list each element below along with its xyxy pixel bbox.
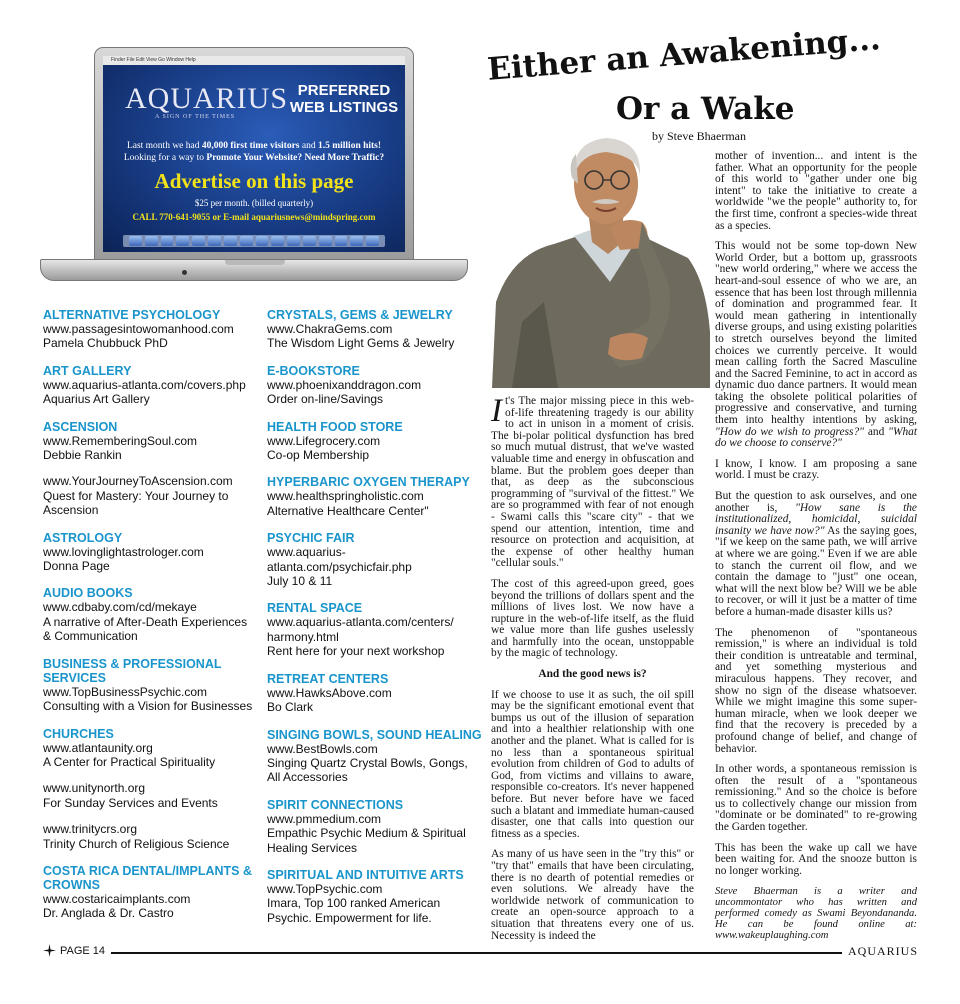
article-column-middle <box>491 393 694 951</box>
directory-entry <box>43 364 253 407</box>
directory-link[interactable]: www.aquarius-atlanta.com/covers.php <box>43 377 246 392</box>
directory-entry <box>267 672 482 715</box>
directory-link[interactable]: www.healthspringholistic.com <box>267 489 424 504</box>
directory-entry <box>43 420 253 518</box>
directory-category: HEALTH FOOD STORE <box>267 419 403 434</box>
directory-entry <box>267 531 482 588</box>
ad-heading <box>289 82 399 116</box>
laptop-lid <box>94 47 414 260</box>
directory-description: July 10 & 11 <box>267 574 333 589</box>
directory-entry <box>267 364 482 407</box>
headline-line2: Or a Wake <box>616 91 795 127</box>
directory-category: RETREAT CENTERS <box>267 671 389 686</box>
headline-line1: Either an Awakening... <box>486 21 882 88</box>
directory-description: Rent here for your next workshop <box>267 644 445 659</box>
directory-description: Pamela Chubbuck PhD <box>43 336 168 351</box>
directory-entry <box>267 308 482 351</box>
directory-category: AUDIO BOOKS <box>43 586 133 601</box>
directory-category: ART GALLERY <box>43 363 132 378</box>
directory-description: Donna Page <box>43 559 110 574</box>
directory-link[interactable]: www.TopBusinessPsychic.com <box>43 684 208 699</box>
directory-description: Imara, Top 100 ranked American Psychic. Empowerment for life. <box>267 896 441 925</box>
directory-right-column <box>267 308 482 938</box>
byline: by Steve Bhaerman <box>652 129 746 143</box>
directory-entry <box>267 475 482 518</box>
directory-link[interactable]: www.TopPsychic.com <box>267 881 383 896</box>
article-paragraph: It's The major missing piece in this web-of-life threatening tragedy is our ability to act in unison in a moment of crisis. The bi-polar political dysfunction has bred so much mutual distrust, that we've wasted valuable time and energy in obfuscation and blame. But the problem goes deeper than that, as deep as the subconscious programming of "survival of the fittest." We are so programmed with fear of not enough - Swami calls this "scare city" - that we spend our attention, intention, time and resource on protection and acquisition, at the expense of other healthy human "cellular souls." <box>491 393 694 570</box>
directory-link[interactable]: www.lovinglightastrologer.com <box>43 544 204 559</box>
directory-entry <box>43 727 253 851</box>
directory-category: ASCENSION <box>43 419 118 434</box>
directory-link[interactable]: www.phoenixanddragon.com <box>267 377 422 392</box>
directory-description: Order on-line/Savings <box>267 392 384 407</box>
directory-description: Debbie Rankin <box>43 448 122 463</box>
directory-description: Bo Clark <box>267 700 314 715</box>
directory-left-column <box>43 308 253 934</box>
directory-category: COSTA RICA DENTAL/IMPLANTS & CROWNS <box>43 863 253 892</box>
directory-entry <box>43 308 253 351</box>
directory-description: A Center for Practical Spirituality <box>43 754 216 769</box>
author-photo <box>492 132 710 388</box>
directory-link[interactable]: www.ChakraGems.com <box>267 322 393 336</box>
directory-category: BUSINESS & PROFESSIONAL SERVICES <box>43 656 222 685</box>
menu-bar: Finder File Edit View Go Window Help <box>103 56 405 65</box>
directory-link[interactable]: www.RememberingSoul.com <box>43 433 198 448</box>
article-paragraph: But the question to ask ourselves, and one another is, "How sane is the institutionalized, homicidal, suicidal insanity we have now?" As the saying goes, "if we keep on the same path, we will arrive at where we are going." Even if we are able to stanch the current oil flow, and we contain the damage to "just" one ocean, what will the next blow be? Will we be able to recover, or will it just be a matter of time before a human-made disaster kills us? <box>715 490 917 618</box>
directory-description: Dr. Anglada & Dr. Castro <box>43 906 174 921</box>
directory-entry <box>267 798 482 855</box>
directory-category: ALTERNATIVE PSYCHOLOGY <box>43 308 221 322</box>
article-paragraph: If we choose to use it as such, the oil spill may be the significant emotional event that bumps us out of the illusion of separation and into a healthier relationship with one another and the planet. What is called for is no less than a spontaneous spiritual evolution from children of God to adults of God, from victims and villains to aware, responsible co-creators. It's never happened before. But never before have we faced such a blatant and immediate human-caused disaster, one that calls into question our fitness as a species. <box>491 688 694 840</box>
directory-category: ASTROLOGY <box>43 530 123 545</box>
directory-entry <box>267 868 482 925</box>
directory-entry <box>43 586 253 643</box>
ad-heading-line2: WEB LISTINGS <box>289 99 399 116</box>
ad-contact: CALL 770-641-9055 or E-mail aquariusnews@mindspring.com <box>132 212 376 222</box>
directory-link[interactable]: www.atlantaunity.org <box>43 740 153 755</box>
article-paragraph: In other words, a spontaneous remission is often the result of a "spontaneous remissioning." And so the choice is before us to collectively change our mission from "dominate or be dominated" to re-growing the Garden together. <box>715 763 917 834</box>
page-number <box>43 944 111 957</box>
directory-description: Consulting with a Vision for Businesses <box>43 699 253 714</box>
aquarius-logo: AQUARIUS <box>125 82 289 115</box>
directory-category: CHURCHES <box>43 726 114 741</box>
directory-link[interactable]: www.unitynorth.org <box>43 781 146 796</box>
laptop-base <box>40 259 468 281</box>
logo-tagline: A SIGN OF THE TIMES <box>155 114 236 120</box>
directory-description: Trinity Church of Religious Science <box>43 836 230 851</box>
article-paragraph: mother of invention... and intent is the father. What an opportunity for the people of this world to "gather under one big intent" to take the initiative to create a worldwide "we the people" authority to, for the first time, confront a species-wide threat as a species. <box>715 150 917 232</box>
directory-category: HYPERBARIC OXYGEN THERAPY <box>267 475 470 490</box>
directory-description: Aquarius Art Gallery <box>43 392 150 407</box>
footer-logo: AQUARIUS <box>842 944 918 959</box>
directory-link[interactable]: www.HawksAbove.com <box>267 685 392 700</box>
directory-description: Empathic Psychic Medium & Spiritual Healing Services <box>267 826 466 855</box>
directory-description: The Wisdom Light Gems & Jewelry <box>267 336 455 351</box>
directory-category: E-BOOKSTORE <box>267 363 360 378</box>
directory-entry <box>267 420 482 463</box>
article-subhead: And the good news is? <box>538 668 647 681</box>
directory-description: Singing Quartz Crystal Bowls, Gongs, All Accessories <box>267 755 468 785</box>
dock <box>123 235 385 247</box>
article-paragraph: This would not be some top-down New World Order, but a bottom up, grassroots "new world ordering," where we access the heart-and-soul essence of who we are, an essence that has been lost through millennia of domination and programmed fear. It would mean gathering in intentionally diverse groups, and using existing polarities to stretch ourselves beyond the limited choices we currently perceive. It would mean calling forth the Sacred Masculine and the Sacred Feminine, to act in accord as dynamic duo dance partners. It would mean taking the obsolete political polarities of progressive and conservative, and turning them into healthy intentions by asking, "How do we wish to progress?" and "What do we choose to conserve?" <box>715 240 917 450</box>
directory-category: SPIRITUAL AND INTUITIVE ARTS <box>267 867 464 882</box>
directory-entry <box>43 657 253 714</box>
directory-link[interactable]: www.Lifegrocery.com <box>267 433 381 448</box>
directory-description: Quest for Mastery: Your Journey to Ascension <box>43 488 229 518</box>
directory-link[interactable]: www.trinitycrs.org <box>43 822 138 837</box>
directory-entry <box>267 728 482 785</box>
directory-category: PSYCHIC FAIR <box>267 531 355 546</box>
directory-category: CRYSTALS, GEMS & JEWELRY <box>267 308 453 322</box>
page-number-label: PAGE 14 <box>60 944 106 957</box>
ad-advertise-headline: Advertise on this page <box>154 169 354 193</box>
directory-entry <box>43 864 253 921</box>
ad-promo-line: Looking for a way to Promote Your Website? Need More Traffic? <box>123 153 385 163</box>
directory-description: For Sunday Services and Events <box>43 795 218 810</box>
directory-link[interactable]: www.costaricaimplants.com <box>43 891 191 906</box>
star-icon <box>43 944 56 957</box>
article-paragraph: As many of us have seen in the "try this" or "try that" emails that have been circulating, there is no dearth of potential remedies or even solutions. We already have the worldwide network of communication to create an open-source approach to a situation that threatens every one of us. Necessity is indeed the <box>491 848 694 942</box>
article-column-right <box>715 151 917 950</box>
article-paragraph: This has been the wake up call we have been waiting for. And the snooze button is no longer working. <box>715 841 917 877</box>
directory-entry <box>43 531 253 574</box>
ad-screen <box>103 56 405 252</box>
directory-description: A narrative of After-Death Experiences & Communication <box>43 614 248 644</box>
article-paragraph: The phenomenon of "spontaneous remission," is where an individual is told their condition is untreatable and terminal, and yet something mysterious and miraculous happens. They recover, and show no sign of the disease whatsoever. While we might imagine this some super-human miracle, when we look deeper we find that the recovery is preceded by a profound change of belief, and change of behavior. <box>715 626 917 755</box>
ad-price: $25 per month. (billed quarterly) <box>194 198 314 208</box>
directory-description: harmony.html <box>267 629 339 644</box>
directory-entry <box>267 601 482 658</box>
directory-category: RENTAL SPACE <box>267 601 363 616</box>
directory-link[interactable]: www.passagesintowomanhood.com <box>43 322 234 336</box>
article-paragraph: The cost of this agreed-upon greed, goes beyond the trillions of dollars spent and the millions of lives lost. We now have a rupture in the web-of-life itself, as the fluid we value more than life gushes uselessly and harmfully into the ocean, unstoppable by the magic of technology. <box>491 577 694 660</box>
ad-heading-line1: PREFERRED <box>297 82 391 99</box>
advertisement-laptop <box>40 47 468 297</box>
ad-stats-line: Last month we had 40,000 first time visitors and 1.5 million hits! <box>126 141 382 151</box>
article-paragraph: I know, I know. I am proposing a sane world. I must be crazy. <box>715 457 917 482</box>
directory-description: Co-op Membership <box>267 448 370 463</box>
directory-category: SINGING BOWLS, SOUND HEALING <box>267 727 482 742</box>
directory-link[interactable]: www.aquarius-atlanta.com/centers/ <box>267 615 454 630</box>
footer-rule <box>43 952 913 954</box>
directory-link[interactable]: www.BestBowls.com <box>267 741 378 756</box>
drop-cap: I <box>491 393 502 429</box>
article-headline <box>480 21 900 128</box>
directory-link[interactable]: www.cdbaby.com/cd/mekaye <box>43 600 197 615</box>
directory-category: SPIRIT CONNECTIONS <box>267 797 404 812</box>
author-bio: Steve Bhaerman is a writer and uncommontator who has written and performed comedy as Swami Beyondananda. He can be found online at: www.wakeuplaughing.com <box>715 886 917 942</box>
directory-link[interactable]: www.aquarius-atlanta.com/psychicfair.php <box>267 545 412 574</box>
directory-description: Alternative Healthcare Center" <box>267 503 429 518</box>
directory-link[interactable]: www.YourJourneyToAscension.com <box>43 474 233 489</box>
directory-link[interactable]: www.pmmedium.com <box>267 811 382 826</box>
